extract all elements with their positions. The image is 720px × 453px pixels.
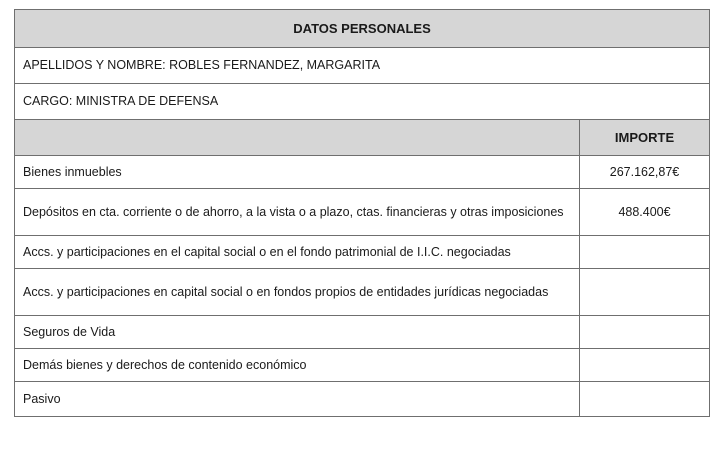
position-title: CARGO: MINISTRA DE DEFENSA — [15, 84, 710, 120]
title-row — [15, 10, 710, 48]
amount-column-header: IMPORTE — [580, 120, 710, 156]
concept-cell: Seguros de Vida — [15, 316, 580, 349]
column-header-row — [15, 120, 710, 156]
concept-cell: Accs. y participaciones en capital social o en fondos propios de entidades jurídicas negociadas — [15, 269, 580, 316]
table-row — [15, 156, 710, 189]
amount-cell — [580, 269, 710, 316]
concept-column-header — [15, 120, 580, 156]
section-title: DATOS PERSONALES — [15, 10, 710, 48]
concept-cell: Pasivo — [15, 382, 580, 417]
concept-cell: Depósitos en cta. corriente o de ahorro, a la vista o a plazo, ctas. financieras y otras imposiciones — [15, 189, 580, 236]
amount-cell: 488.400€ — [580, 189, 710, 236]
name-row — [15, 48, 710, 84]
table-row — [15, 269, 710, 316]
table-row — [15, 236, 710, 269]
concept-cell: Bienes inmuebles — [15, 156, 580, 189]
asset-declaration-table — [14, 9, 710, 417]
amount-cell — [580, 236, 710, 269]
position-row — [15, 84, 710, 120]
amount-cell — [580, 349, 710, 382]
table-row — [15, 189, 710, 236]
concept-cell: Accs. y participaciones en el capital social o en el fondo patrimonial de I.I.C. negociadas — [15, 236, 580, 269]
amount-cell — [580, 316, 710, 349]
table-row — [15, 349, 710, 382]
table-row — [15, 382, 710, 417]
full-name: APELLIDOS Y NOMBRE: ROBLES FERNANDEZ, MARGARITA — [15, 48, 710, 84]
amount-cell — [580, 382, 710, 417]
amount-cell: 267.162,87€ — [580, 156, 710, 189]
table-row — [15, 316, 710, 349]
concept-cell: Demás bienes y derechos de contenido económico — [15, 349, 580, 382]
